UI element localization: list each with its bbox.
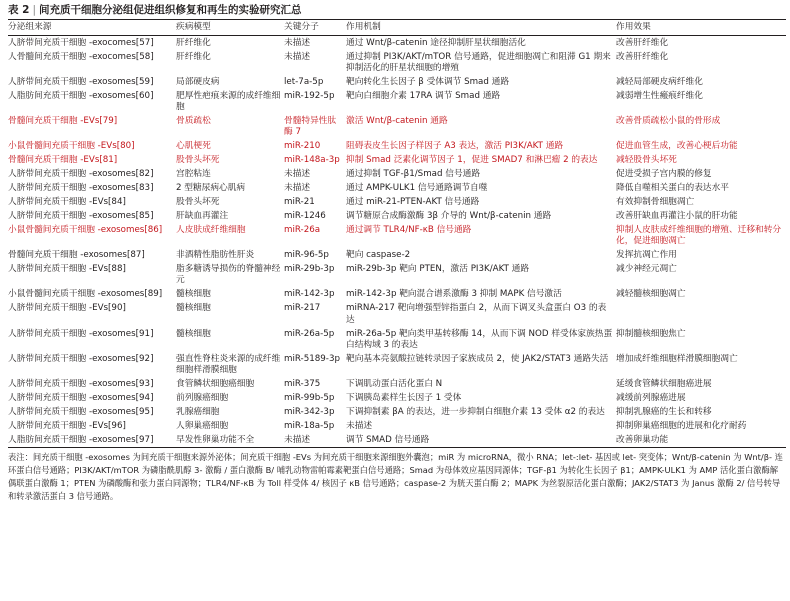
cell-model: 肥厚性疤痕来源的成纤维细胞 — [176, 90, 281, 112]
cell-molecule: miR-375 — [284, 378, 321, 389]
cell-molecule: miR-142-3p — [284, 289, 335, 300]
table-row — [8, 196, 786, 210]
cell-source: 人脐带间充质干细胞 -exosomes[95] — [8, 406, 154, 417]
table-title — [8, 0, 786, 18]
table-row — [8, 288, 786, 302]
table-row — [8, 224, 786, 249]
cell-model: 肝纤维化 — [176, 37, 211, 48]
cell-source: 人脂肪间充质干细胞 -exosomes[97] — [8, 434, 154, 445]
cell-effect: 抑制乳腺癌的生长和转移 — [616, 406, 712, 417]
cell-model: 食管鳞状细胞癌细胞 — [176, 378, 255, 389]
cell-model: 股骨头坏死 — [176, 197, 220, 208]
cell-effect: 降低自噬相关蛋白的表达水平 — [616, 183, 729, 194]
cell-model: 强直性脊柱炎来源的成纤维细胞样滑膜细胞 — [176, 353, 281, 375]
cell-mechanism: 通过 miR-21-PTEN-AKT 信号通路 — [346, 197, 480, 208]
table-notes: 表注：间充质干细胞 -exosomes 为间充质干细胞来源外泌体；间充质干细胞 -EVs 为间充质干细胞来源细胞外囊泡；miR 为 microRNA，微小 RNA；let-:let- 基因或 let- 突变体；Wnt/β-catenin 为 Wnt/β- 连环蛋白信号通路；PI3K/AKT/mTOR 为磷脂酰肌醇 3- 激酶 / 蛋白激酶 B/ 哺乳动物雷帕霉素靶蛋白信号通路；Smad 为母体效应基因同源体；TGF-β1 为转化生长因子 β1；AMPK-ULK1 为 AMP 活化蛋白激酶解偶联蛋白激酶 1；PTEN 为磷酸酶和张力蛋白同源物；TLR4/NF-κB 为 Toll 样受体 4/ 核因子 κB 信号通路；caspase-2 为胱天蛋白酶 2；MAPK 为丝裂原活化蛋白激酶；JAK2/STAT3 为 Janus 激酶 2/ 信号转导和转录激活蛋白 3 信号通路。 — [8, 452, 783, 501]
cell-effect: 抑制卵巢癌细胞的进展和化疗耐药 — [616, 420, 747, 431]
cell-mechanism: 靶向白细胞介素 17RA 调节 Smad 通路 — [346, 90, 501, 101]
table-row — [8, 420, 786, 434]
cell-model: 前列腺癌细胞 — [176, 392, 229, 403]
cell-model: 髓核细胞 — [176, 303, 211, 314]
table-row — [8, 154, 786, 168]
cell-source: 小鼠骨髓间充质干细胞 -exosomes[86] — [8, 225, 163, 236]
table-row — [8, 302, 786, 327]
cell-effect: 减轻局部硬皮病纤维化 — [616, 76, 703, 87]
cell-molecule: miR-192-5p — [284, 90, 335, 101]
header-molecule: 关键分子 — [284, 22, 319, 32]
cell-molecule: miR-342-3p — [284, 406, 335, 417]
header-effect: 作用效果 — [616, 22, 651, 32]
cell-effect: 改善肝缺血再灌注小鼠的肝功能 — [616, 211, 738, 222]
table-row — [8, 249, 786, 263]
cell-molecule: 未描述 — [284, 51, 311, 62]
table-header-row — [8, 20, 786, 36]
cell-molecule: miR-26a — [284, 225, 321, 236]
table-caption: 间充质干细胞分泌组促进组织修复和再生的实验研究汇总 — [39, 4, 302, 16]
cell-model: 髓核细胞 — [176, 289, 211, 300]
cell-molecule: 未描述 — [284, 169, 311, 180]
cell-source: 人脐带间充质干细胞 -EVs[96] — [8, 420, 126, 431]
cell-effect: 减轻髓核细胞凋亡 — [616, 289, 686, 300]
cell-mechanism: 下调抑制素 βA 的表达，进一步抑制白细胞介素 13 受体 α2 的表达 — [346, 406, 605, 417]
table-row — [8, 406, 786, 420]
cell-effect: 减轻股骨头坏死 — [616, 155, 677, 166]
cell-molecule: miR-217 — [284, 303, 321, 314]
cell-model: 2 型糖尿病心肌病 — [176, 183, 246, 194]
cell-molecule: 未描述 — [284, 183, 311, 194]
cell-mechanism: 通过 Wnt/β-catenin 途径抑制肝星状细胞活化 — [346, 37, 526, 48]
cell-model: 非酒精性脂肪性肝炎 — [176, 250, 255, 261]
cell-molecule: miR-5189-3p — [284, 353, 340, 364]
cell-effect: 促进受损子宫内膜的修复 — [616, 169, 712, 180]
cell-source: 人脐带间充质干细胞 -exosomes[82] — [8, 169, 154, 180]
cell-mechanism: 通过抑制 TGF-β1/Smad 信号通路 — [346, 169, 481, 180]
cell-source: 骨髓间充质干细胞 -exosomes[87] — [8, 250, 145, 261]
cell-source: 人脐带间充质干细胞 -exosomes[83] — [8, 183, 154, 194]
cell-effect: 改善肝纤维化 — [616, 37, 669, 48]
cell-mechanism: 通过调节 TLR4/NF-κB 信号通路 — [346, 225, 472, 236]
cell-molecule: miR-21 — [284, 197, 315, 208]
table-row — [8, 168, 786, 182]
cell-mechanism: 未描述 — [346, 420, 373, 431]
cell-molecule: miR-18a-5p — [284, 420, 335, 431]
cell-model: 人卵巢癌细胞 — [176, 420, 229, 431]
table-row — [8, 140, 786, 154]
cell-mechanism: miR-29b-3p 靶向 PTEN，激活 PI3K/AKT 通路 — [346, 264, 530, 275]
table-row — [8, 392, 786, 406]
cell-model: 脂多糖诱导损伤的脊髓神经元 — [176, 264, 281, 286]
cell-model: 股骨头坏死 — [176, 155, 220, 166]
header-source: 分泌组来源 — [8, 22, 52, 32]
cell-source: 人脐带间充质干细胞 -exosomes[94] — [8, 392, 154, 403]
cell-effect: 抑制人皮肤成纤维细胞的增殖、迁移和转分化，促进细胞凋亡 — [616, 225, 782, 247]
cell-effect: 改善肝纤维化 — [616, 51, 669, 62]
cell-molecule: miR-210 — [284, 141, 321, 152]
header-mechanism: 作用机制 — [346, 22, 381, 32]
cell-molecule: 未描述 — [284, 37, 311, 48]
cell-source: 人脐带间充质干细胞 -exosomes[59] — [8, 76, 154, 87]
cell-molecule: miR-148a-3p — [284, 155, 340, 166]
cell-model: 人皮肤成纤维细胞 — [176, 225, 246, 236]
cell-mechanism: miRNA-217 靶向增强型锌指蛋白 2，从而下调叉头盒蛋白 O3 的表达 — [346, 303, 607, 325]
table-row — [8, 36, 786, 50]
cell-source: 人脐带间充质干细胞 -exosomes[92] — [8, 353, 154, 364]
cell-source: 人脐带间充质干细胞 -exocomes[57] — [8, 37, 154, 48]
table-row — [8, 75, 786, 89]
cell-model: 髓核细胞 — [176, 328, 211, 339]
cell-effect: 促进血管生成，改善心梗后功能 — [616, 141, 738, 152]
cell-model: 肝纤维化 — [176, 51, 211, 62]
cell-model: 骨质疏松 — [176, 115, 211, 126]
cell-mechanism: 激活 Wnt/β-catenin 通路 — [346, 115, 448, 126]
cell-mechanism: miR-142-3p 靶向混合谱系激酶 3 抑制 MAPK 信号激活 — [346, 289, 562, 300]
cell-effect: 改善骨质疏松小鼠的骨形成 — [616, 115, 721, 126]
cell-source: 人脂肪间充质干细胞 -exosomes[60] — [8, 90, 154, 101]
cell-source: 人脐带间充质干细胞 -exosomes[93] — [8, 378, 154, 389]
cell-molecule: let-7a-5p — [284, 76, 324, 87]
cell-mechanism: 通过抑制 PI3K/AKT/mTOR 信号通路，促进细胞凋亡和阻滞 G1 期来抑制活化的肝星状细胞的增殖 — [346, 51, 611, 73]
table-row — [8, 210, 786, 224]
cell-source: 人脐带间充质干细胞 -EVs[88] — [8, 264, 126, 275]
cell-source: 人骨髓间充质干细胞 -exocomes[58] — [8, 51, 154, 62]
cell-effect — [616, 302, 786, 327]
cell-mechanism: 靶向转化生长因子 β 受体调节 Smad 通路 — [346, 76, 510, 87]
cell-model: 宫腔粘连 — [176, 169, 211, 180]
table-row — [8, 352, 786, 377]
cell-model: 早发性卵巢功能不全 — [176, 434, 255, 445]
cell-effect: 有效抑制骨细胞凋亡 — [616, 197, 695, 208]
cell-effect: 改善卵巢功能 — [616, 434, 669, 445]
cell-source: 人脐带间充质干细胞 -exosomes[91] — [8, 328, 154, 339]
table-label: 表 2 — [8, 4, 30, 16]
table-row — [8, 433, 786, 447]
cell-molecule: miR-1246 — [284, 211, 326, 222]
table-row — [8, 263, 786, 288]
table-row — [8, 378, 786, 392]
table-row — [8, 89, 786, 114]
cell-mechanism: 下调肌动蛋白活化蛋白 N — [346, 378, 443, 389]
table-row — [8, 182, 786, 196]
cell-model: 心肌梗死 — [176, 141, 211, 152]
cell-molecule: miR-29b-3p — [284, 264, 335, 275]
cell-model: 乳腺癌细胞 — [176, 406, 220, 417]
cell-source: 骨髓间充质干细胞 -EVs[79] — [8, 115, 118, 126]
cell-molecule: miR-99b-5p — [284, 392, 335, 403]
cell-molecule: miR-26a-5p — [284, 328, 335, 339]
cell-mechanism: 靶向基本亮氨酸拉链转录因子家族成员 2，使 JAK2/STAT3 通路失活 — [346, 353, 609, 364]
cell-molecule: 未描述 — [284, 434, 311, 445]
table-row — [8, 115, 786, 140]
cell-mechanism: 下调胰岛素样生长因子 1 受体 — [346, 392, 462, 403]
table-body — [8, 36, 786, 448]
cell-source: 人脐带间充质干细胞 -exosomes[85] — [8, 211, 154, 222]
table-row — [8, 327, 786, 352]
cell-effect: 抑制髓核细胞焦亡 — [616, 328, 686, 339]
title-separator: | — [32, 4, 37, 16]
results-table — [8, 20, 786, 447]
cell-molecule: miR-96-5p — [284, 250, 329, 261]
cell-molecule: 骨髓特异性肽酶 7 — [284, 115, 337, 138]
cell-effect: 减弱增生性瘢痕纤维化 — [616, 90, 703, 101]
cell-effect: 发挥抗凋亡作用 — [616, 250, 677, 261]
cell-mechanism: 抑制 Smad 泛素化调节因子 1，促进 SMAD7 和淋巴瘤 2 的表达 — [346, 155, 598, 166]
cell-mechanism: 通过 AMPK-ULK1 信号通路调节自噬 — [346, 183, 488, 194]
cell-source: 骨髓间充质干细胞 -EVs[81] — [8, 155, 118, 166]
cell-mechanism: miR-26a-5p 靶向类甲基转移酶 14，从而下调 NOD 样受体家族热蛋白结构域 3 的表达 — [346, 328, 613, 350]
cell-effect: 减少神经元凋亡 — [616, 264, 677, 275]
cell-source: 小鼠骨髓间充质干细胞 -EVs[80] — [8, 141, 135, 152]
cell-mechanism: 调节糖原合成酶激酶 3β 介导的 Wnt/β-catenin 通路 — [346, 211, 552, 222]
cell-model: 局部硬皮病 — [176, 76, 220, 87]
table-row — [8, 50, 786, 75]
cell-source: 人脐带间充质干细胞 -EVs[90] — [8, 303, 126, 314]
cell-effect: 延缓食管鳞状细胞癌进展 — [616, 378, 712, 389]
cell-source: 小鼠骨髓间充质干细胞 -exosomes[89] — [8, 289, 163, 300]
cell-mechanism: 调节 SMAD 信号通路 — [346, 434, 430, 445]
cell-model: 肝缺血再灌注 — [176, 211, 229, 222]
cell-effect: 减缓前列腺癌进展 — [616, 392, 686, 403]
cell-mechanism: 靶向 caspase-2 — [346, 250, 411, 261]
cell-mechanism: 阻碍表皮生长因子样因子 A3 表达，激活 PI3K/AKT 通路 — [346, 141, 564, 152]
cell-effect: 增加成纤维细胞样滑膜细胞凋亡 — [616, 353, 738, 364]
cell-source: 人脐带间充质干细胞 -EVs[84] — [8, 197, 126, 208]
header-model: 疾病模型 — [176, 22, 211, 32]
